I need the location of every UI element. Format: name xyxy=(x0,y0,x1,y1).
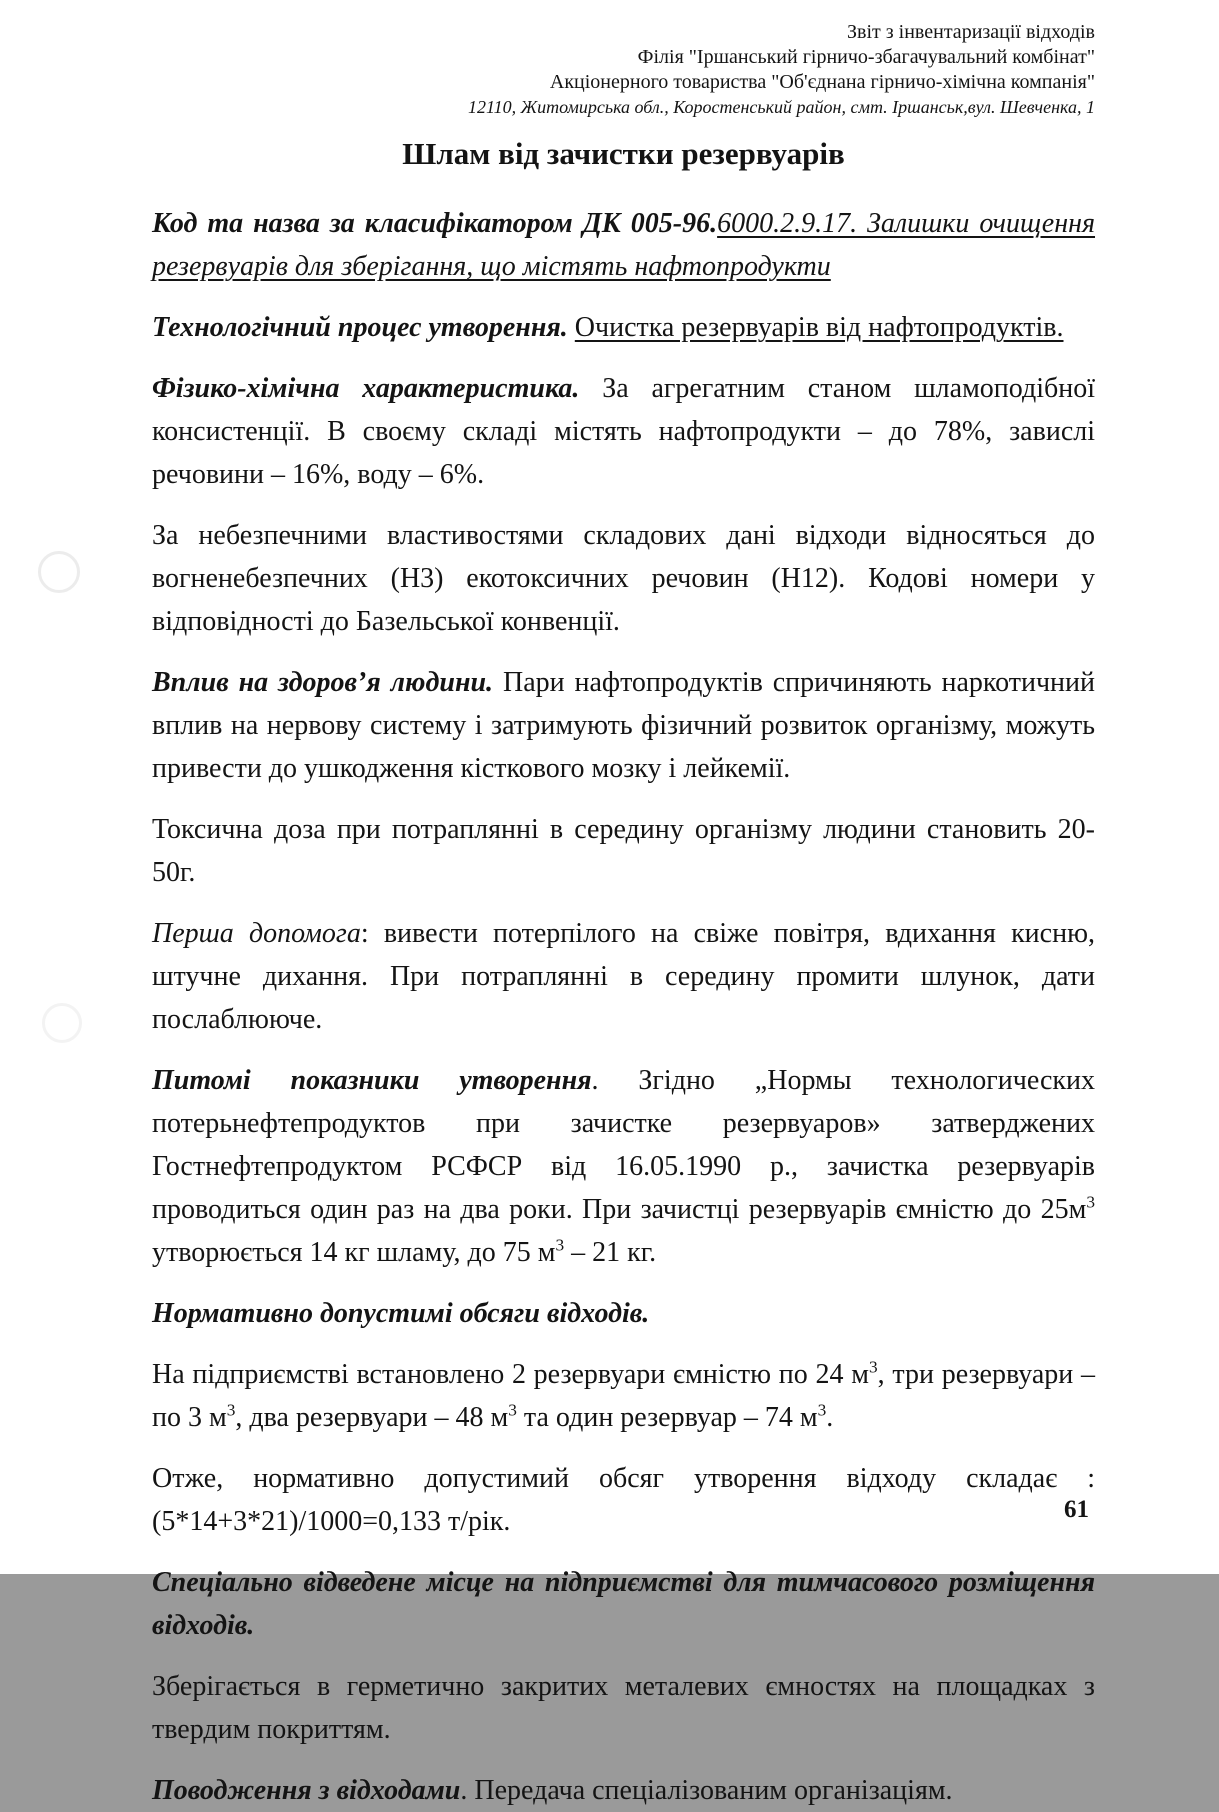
text-segment: Пари нафтопродуктів спричиняють наркотичний вплив на нервову систему і затримують фізичний розвиток організму, можуть привести до ушкодження кісткового мозку і лейкемії. xyxy=(152,667,1095,784)
text-segment: та один резервуар – 74 м xyxy=(516,1402,818,1433)
paragraph xyxy=(152,1665,1095,1751)
text-segment: Зберігається в герметично закритих металевих ємностях на площадках з твердим покриттям. xyxy=(152,1671,1095,1745)
text-segment: : вивести потерпілого на свіже повітря, вдихання кисню, штучне дихання. При потраплянні в середину промити шлунок, дати послаблююче. xyxy=(152,918,1095,1035)
paragraph xyxy=(152,306,1095,349)
text-segment: Питомі показники утворення xyxy=(152,1065,592,1096)
text-segment: , два резервуари – 48 м xyxy=(235,1402,509,1433)
text-segment: , три резервуари – по 3 м xyxy=(152,1359,1095,1433)
text-segment: Отже, нормативно допустимий обсяг утворення відходу складає : (5*14+3*21)/1000=0,133 т/рік. xyxy=(152,1463,1095,1537)
document-body xyxy=(152,202,1095,1812)
text-segment: 3 xyxy=(555,1235,565,1255)
text-segment: Вплив на здоров’я людини. xyxy=(152,667,503,698)
hole-punch-artifact xyxy=(42,1003,82,1043)
paragraph xyxy=(152,661,1095,790)
page-number: 61 xyxy=(1064,1496,1089,1523)
page-title: Шлам від зачистки резервуарів xyxy=(402,136,845,171)
text-segment: Поводження з відходами xyxy=(152,1775,461,1806)
paragraph xyxy=(152,202,1095,288)
text-segment: Фізико-хімічна характеристика. xyxy=(152,373,603,404)
text-segment: За агрегатним станом шламоподібної консистенції. В своєму складі містять нафтопродукти – до 78%, завислі речовини – 16%, воду – 6%. xyxy=(152,373,1095,490)
text-segment: 3 xyxy=(508,1400,517,1420)
paragraph xyxy=(152,912,1095,1041)
text-segment: . Згідно „Нормы технологических потерьнефтепродуктов при зачистке резервуаров» затверджених Гостнефтепродуктом РСФСР від 16.05.1990 р., зачистка резервуарів проводиться один раз на два роки. При зачистці резервуарів ємністю до 25м xyxy=(152,1065,1095,1225)
paragraph xyxy=(152,1561,1095,1647)
text-segment: – 21 кг. xyxy=(564,1237,657,1268)
document-header xyxy=(0,0,1219,120)
text-segment: Токсична доза при потраплянні в середину організму людини становить 20-50г. xyxy=(152,814,1095,888)
text-segment: 6000.2.9.17. Залишки очищення резервуарів для зберігання, що містять нафтопродукти xyxy=(152,208,1096,282)
text-segment: Технологічний процес утворення. xyxy=(152,312,575,343)
paragraph xyxy=(152,1457,1095,1543)
text-segment: 3 xyxy=(1086,1192,1095,1212)
paragraph xyxy=(152,1292,1095,1335)
text-segment: На підприємстві встановлено 2 резервуари ємністю по 24 м xyxy=(152,1359,869,1390)
text-segment: утворюється 14 кг шламу, до 75 м xyxy=(152,1237,556,1268)
paragraph xyxy=(152,808,1095,894)
text-segment: Перша допомога xyxy=(152,918,361,949)
text-segment: Спеціально відведене місце на підприємстві для тимчасового розміщення відходів. xyxy=(152,1567,1095,1641)
header-address: 12110, Житомирська обл., Коростенський район, смт. Іршанськ,вул. Шевченка, 1 xyxy=(467,97,1095,117)
text-segment: 3 xyxy=(817,1400,827,1420)
text-segment: 3 xyxy=(868,1357,878,1377)
paragraph xyxy=(152,514,1095,643)
header-branch-name: Філія "Іршанський гірничо-збагачувальний комбінат" xyxy=(637,46,1095,68)
header-company-name: Акціонерного товариства "Об'єднана гірничо-хімічна компанія" xyxy=(549,71,1095,93)
text-segment: . xyxy=(826,1402,834,1433)
text-segment: За небезпечними властивостями складових дані відходи відносяться до вогненебезпечних (Н3) екотоксичних речовин (Н12). Кодові номери у відповідності до Базельської конвенції. xyxy=(152,520,1095,637)
text-segment: 3 xyxy=(226,1400,236,1420)
text-segment: . Передача спеціалізованим організаціям. xyxy=(460,1775,953,1806)
text-segment: Код та назва за класифікатором ДК 005-96. xyxy=(152,208,718,239)
paragraph xyxy=(152,1353,1095,1439)
paragraph xyxy=(152,1769,1095,1812)
text-segment: Нормативно допустимі обсяги відходів. xyxy=(152,1298,650,1329)
header-report-title: Звіт з інвентаризації відходів xyxy=(847,21,1095,43)
paragraph xyxy=(152,1059,1095,1274)
paragraph xyxy=(152,367,1095,496)
hole-punch-artifact xyxy=(38,551,80,593)
text-segment: Очистка резервуарів від нафтопродуктів. xyxy=(574,312,1064,343)
